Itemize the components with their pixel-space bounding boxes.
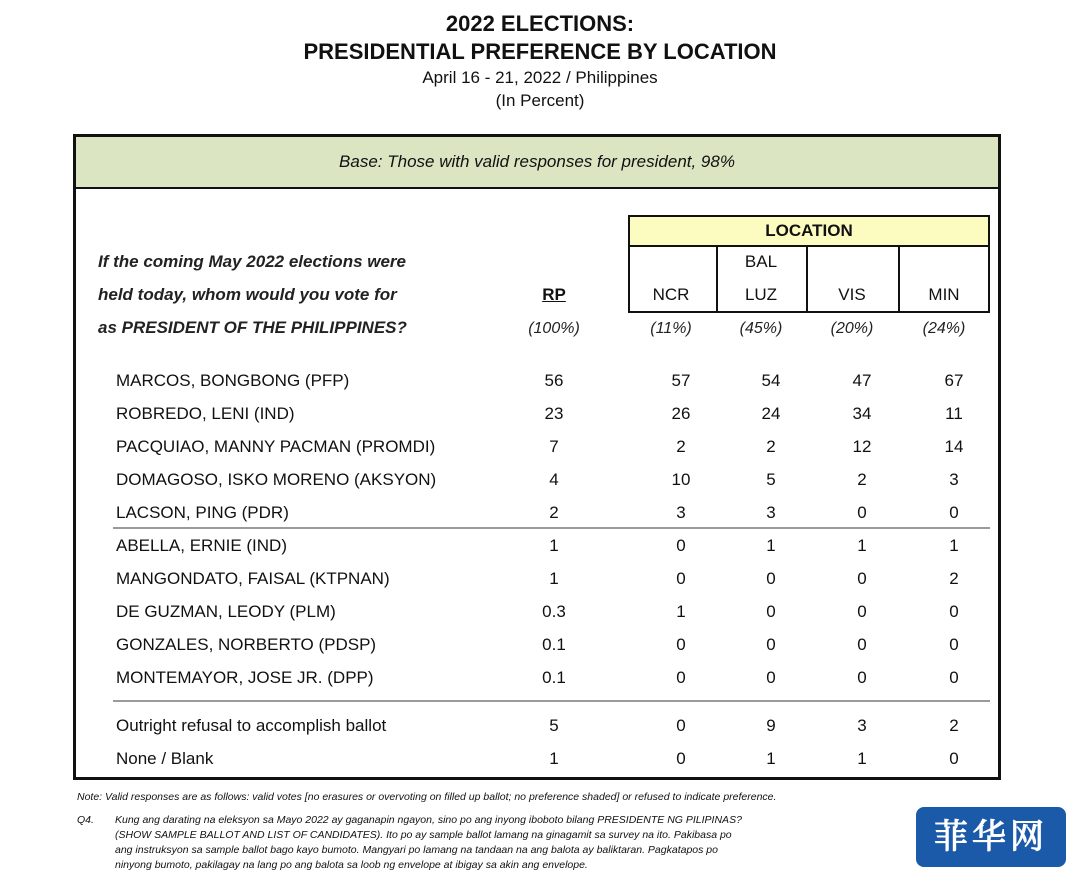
table-cell-bal: 0 bbox=[766, 569, 776, 588]
col-vis-pct: (20%) bbox=[830, 320, 874, 337]
table-cell-ncr: 0 bbox=[676, 749, 686, 768]
table-cell-rp: 1 bbox=[549, 569, 559, 588]
table-cell-rp: 0.1 bbox=[542, 668, 566, 687]
survey-date: April 16 - 21, 2022 / Philippines bbox=[422, 68, 658, 87]
table-cell-bal: 24 bbox=[761, 404, 781, 423]
col-bal-top: BAL bbox=[744, 252, 778, 271]
table-row-label: ROBREDO, LENI (IND) bbox=[116, 404, 295, 423]
q4-text bbox=[115, 813, 875, 873]
question-line-3: as PRESIDENT OF THE PHILIPPINES? bbox=[98, 318, 407, 337]
location-header: LOCATION bbox=[628, 215, 990, 247]
table-row-label: Outright refusal to accomplish ballot bbox=[116, 716, 387, 735]
table-cell-vis: 0 bbox=[857, 668, 867, 687]
table-cell-ncr: 0 bbox=[676, 716, 686, 735]
table-row-label: MANGONDATO, FAISAL (KTPNAN) bbox=[116, 569, 390, 588]
table-cell-rp: 1 bbox=[549, 536, 559, 555]
q4-label: Q4. bbox=[77, 814, 94, 826]
col-min-label: MIN bbox=[928, 285, 960, 304]
table-row-label: LACSON, PING (PDR) bbox=[116, 503, 289, 522]
q4-line: ninyong bumoto, pakilagay na lang po ang balota sa loob ng envelope at ibigay sa akin ang envelope. bbox=[115, 859, 588, 871]
watermark-logo: 菲华网 bbox=[916, 807, 1066, 867]
table-cell-rp: 0.3 bbox=[542, 602, 566, 621]
column-divider bbox=[806, 245, 808, 313]
column-divider bbox=[716, 245, 718, 313]
table-cell-bal: 9 bbox=[766, 716, 776, 735]
table-cell-min: 11 bbox=[945, 404, 963, 423]
table-cell-ncr: 26 bbox=[671, 404, 691, 423]
table-cell-rp: 4 bbox=[549, 470, 559, 489]
table-cell-vis: 3 bbox=[857, 716, 867, 735]
table-cell-min: 67 bbox=[944, 371, 964, 390]
table-cell-bal: 54 bbox=[761, 371, 781, 390]
table-cell-vis: 0 bbox=[857, 635, 867, 654]
table-cell-min: 0 bbox=[949, 602, 959, 621]
table-cell-bal: 0 bbox=[766, 635, 776, 654]
table-cell-ncr: 0 bbox=[676, 635, 686, 654]
table-cell-min: 2 bbox=[949, 716, 959, 735]
col-min-pct: (24%) bbox=[922, 320, 966, 337]
table-cell-ncr: 3 bbox=[676, 503, 686, 522]
rp-header: RP bbox=[542, 285, 566, 304]
col-ncr-label: NCR bbox=[652, 285, 690, 304]
page-subtitle: PRESIDENTIAL PREFERENCE BY LOCATION bbox=[303, 39, 777, 64]
table-cell-rp: 5 bbox=[549, 716, 559, 735]
table-row-label: None / Blank bbox=[116, 749, 214, 768]
table-cell-vis: 1 bbox=[857, 536, 867, 555]
table-cell-rp: 7 bbox=[549, 437, 559, 456]
col-bal-pct: (45%) bbox=[739, 320, 783, 337]
table-cell-vis: 12 bbox=[852, 437, 872, 456]
table-cell-rp: 56 bbox=[544, 371, 564, 390]
col-vis-label: VIS bbox=[838, 285, 866, 304]
table-cell-vis: 34 bbox=[852, 404, 872, 423]
table-cell-min: 0 bbox=[949, 749, 959, 768]
table-cell-rp: 1 bbox=[549, 749, 559, 768]
table-cell-min: 0 bbox=[949, 668, 959, 687]
table-cell-bal: 1 bbox=[766, 536, 776, 555]
table-cell-ncr: 1 bbox=[676, 602, 686, 621]
results-table bbox=[73, 134, 1001, 780]
table-cell-ncr: 10 bbox=[671, 470, 691, 489]
table-cell-ncr: 2 bbox=[676, 437, 686, 456]
table-cell-vis: 0 bbox=[857, 503, 867, 522]
table-cell-ncr: 0 bbox=[676, 569, 686, 588]
table-cell-bal: 5 bbox=[766, 470, 776, 489]
page-title: 2022 ELECTIONS: bbox=[445, 11, 635, 36]
table-cell-ncr: 57 bbox=[671, 371, 691, 390]
table-row-label: PACQUIAO, MANNY PACMAN (PROMDI) bbox=[116, 437, 436, 456]
table-cell-bal: 2 bbox=[766, 437, 776, 456]
table-row-label: GONZALES, NORBERTO (PDSP) bbox=[116, 635, 377, 654]
q4-line: ang instruksyon sa sample ballot bago kayo bumoto. Mangyari po lamang na tandaan na ang balota ay baliktaran. Pagkatapos po bbox=[115, 844, 718, 856]
table-cell-min: 14 bbox=[944, 437, 964, 456]
table-cell-ncr: 0 bbox=[676, 536, 686, 555]
row-separator bbox=[113, 527, 990, 529]
table-cell-bal: 3 bbox=[766, 503, 776, 522]
row-separator bbox=[113, 700, 990, 702]
question-line-2: held today, whom would you vote for bbox=[98, 285, 397, 304]
table-cell-min: 0 bbox=[949, 635, 959, 654]
column-divider bbox=[898, 245, 900, 313]
table-row-label: DE GUZMAN, LEODY (PLM) bbox=[116, 602, 336, 621]
table-cell-vis: 2 bbox=[857, 470, 867, 489]
table-row-label: MARCOS, BONGBONG (PFP) bbox=[116, 371, 350, 390]
unit-label: (In Percent) bbox=[495, 91, 585, 110]
table-cell-vis: 1 bbox=[857, 749, 867, 768]
table-cell-rp: 23 bbox=[544, 404, 564, 423]
table-cell-min: 2 bbox=[949, 569, 959, 588]
q4-line: (SHOW SAMPLE BALLOT AND LIST OF CANDIDATES). Ito po ay sample ballot lamang na ginagamit sa survey na ito. Pakibasa po bbox=[115, 829, 732, 841]
col-ncr-pct: (11%) bbox=[650, 320, 692, 337]
base-banner: Base: Those with valid responses for president, 98% bbox=[76, 137, 998, 189]
footnote: Note: Valid responses are as follows: valid votes [no erasures or overvoting on filled up ballot; no preference shaded] or refused to indicate preference. bbox=[77, 791, 777, 803]
table-row-label: MONTEMAYOR, JOSE JR. (DPP) bbox=[116, 668, 374, 687]
table-row-label: DOMAGOSO, ISKO MORENO (AKSYON) bbox=[116, 470, 437, 489]
table-cell-vis: 0 bbox=[857, 569, 867, 588]
table-cell-min: 1 bbox=[949, 536, 959, 555]
table-cell-min: 0 bbox=[949, 503, 959, 522]
table-cell-vis: 47 bbox=[852, 371, 872, 390]
table-cell-min: 3 bbox=[949, 470, 959, 489]
table-cell-rp: 0.1 bbox=[542, 635, 566, 654]
col-luz-label: LUZ bbox=[744, 285, 778, 304]
rp-pct: (100%) bbox=[528, 320, 580, 337]
table-cell-rp: 2 bbox=[549, 503, 559, 522]
table-cell-bal: 1 bbox=[766, 749, 776, 768]
table-row-label: ABELLA, ERNIE (IND) bbox=[116, 536, 287, 555]
table-cell-bal: 0 bbox=[766, 668, 776, 687]
q4-line: Kung ang darating na eleksyon sa Mayo 2022 ay gaganapin ngayon, sino po ang inyong iboboto bilang PRESIDENTE NG PILIPINAS? bbox=[115, 814, 742, 826]
table-cell-bal: 0 bbox=[766, 602, 776, 621]
table-cell-vis: 0 bbox=[857, 602, 867, 621]
table-cell-ncr: 0 bbox=[676, 668, 686, 687]
question-line-1: If the coming May 2022 elections were bbox=[98, 252, 407, 271]
